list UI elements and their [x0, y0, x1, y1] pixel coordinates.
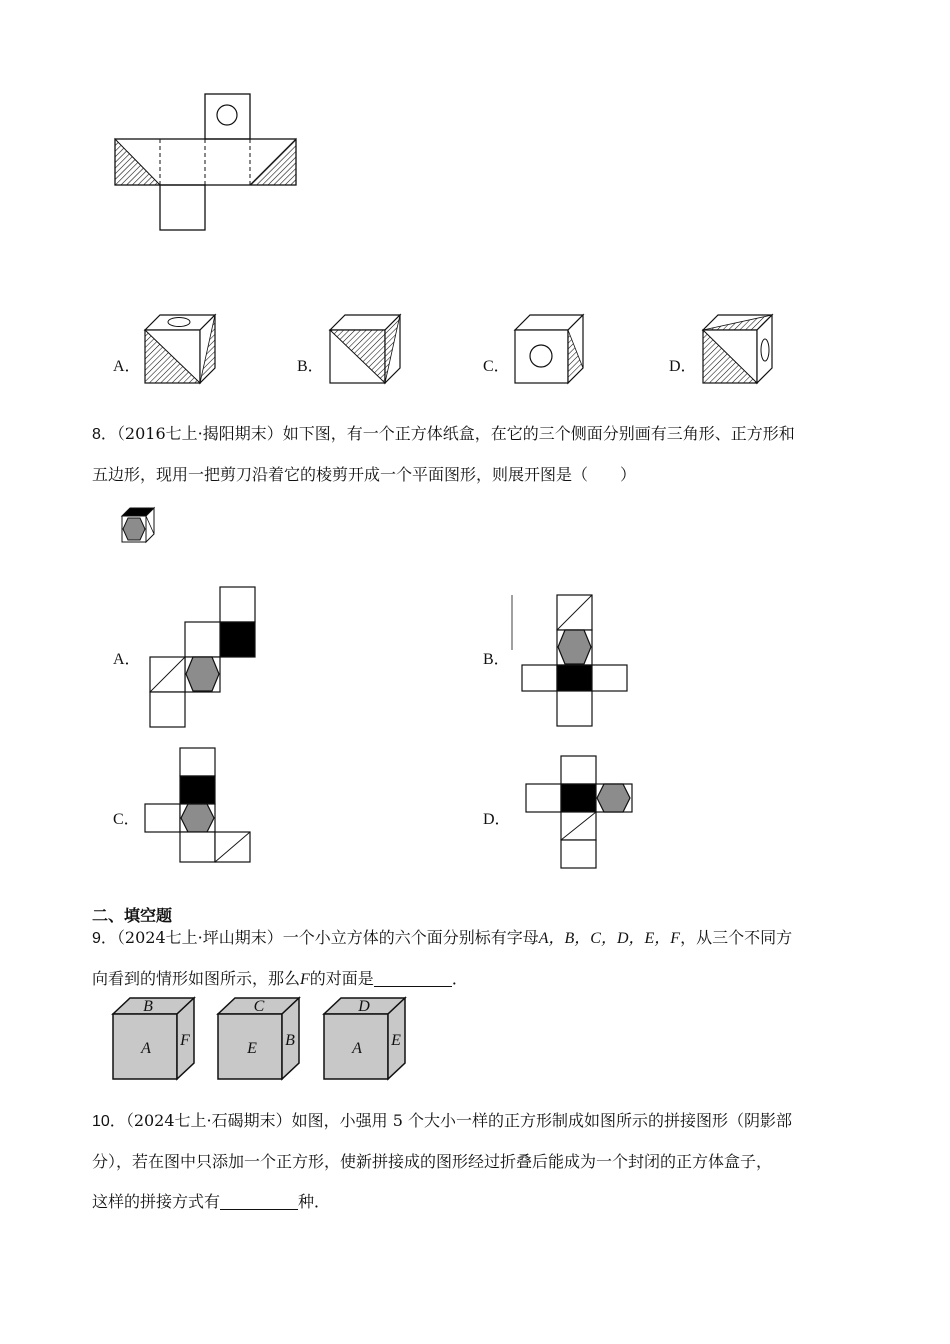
q8-source: （2016七上·揭阳期末） — [116, 424, 283, 443]
q9-cube-2-top: C — [253, 998, 265, 1015]
q7-net-figure — [0, 0, 950, 300]
q9-text-line2-b: 的对面是 — [309, 969, 374, 988]
q8-small-cube — [120, 505, 160, 545]
q10-text-line3-a: 这样的拼接方式有 — [92, 1192, 221, 1211]
q9-cubes-figure — [0, 990, 950, 1090]
q8-option-a-label: A． — [113, 651, 141, 668]
q9-cube-1-side: F — [180, 1032, 190, 1049]
q8-option-d-label: D． — [483, 811, 511, 828]
q7-cube-d — [703, 315, 772, 383]
q7-cube-b — [330, 315, 400, 383]
q9-cube-2-side: B — [285, 1032, 295, 1049]
q10-source: （2024七上·石碣期末） — [125, 1111, 292, 1130]
q7-cube-c — [515, 315, 583, 383]
q9-cube-3-top: D — [358, 998, 370, 1015]
q9-cube-2-front: E — [247, 1040, 257, 1057]
q10-answer-blank[interactable] — [220, 1191, 298, 1210]
q10-text-line2: 分），若在图中只添加一个正方形，使新拼接成的图形经过折叠后能成为一个封闭的正方体盒子， — [92, 1152, 773, 1171]
q9-cube-3-side: E — [391, 1032, 401, 1049]
q9-cube-1-top: B — [143, 998, 153, 1015]
q9-letters: A，B，C，D，E，F — [538, 930, 681, 947]
q9-letter-f: F — [300, 971, 310, 988]
q8-net-d — [526, 756, 632, 868]
q9-answer-blank[interactable] — [374, 968, 452, 987]
q10-question — [92, 1101, 867, 1222]
q7-option-a-label: A． — [113, 358, 141, 375]
q10-text-line3-b: 种． — [298, 1192, 331, 1211]
q9-text-line2-end: ． — [451, 969, 468, 988]
q8-option-nets-lower — [0, 740, 950, 880]
q9-text-line2-a: 向看到的情形如图所示，那么 — [92, 969, 301, 988]
q7-option-cubes — [0, 300, 950, 400]
q8-text-line1: 如下图，有一个正方体纸盒，在它的三个侧面分别画有三角形、正方形和 — [282, 424, 795, 443]
q9-number: 9． — [92, 930, 117, 947]
q8-option-b-label: B． — [483, 651, 510, 668]
q9-text-line1-a: 一个小立方体的六个面分别标有字母 — [282, 928, 539, 947]
q9-text-line1-b: ，从三个不同方 — [680, 928, 793, 947]
q7-cube-a — [145, 315, 215, 383]
q9-source: （2024七上·坪山期末） — [116, 928, 283, 947]
q9-cube-1-front: A — [141, 1040, 151, 1057]
q8-net-b — [512, 595, 627, 726]
q8-text-line2: 五边形，现用一把剪刀沿着它的棱剪开成一个平面图形，则展开图是（ ） — [92, 465, 637, 484]
q10-text-line1: 如图，小强用 5 个大小一样的正方形制成如图所示的拼接图形（阴影部 — [291, 1111, 792, 1130]
q7-option-d-label: D． — [669, 358, 697, 375]
q9-cube-3-front: A — [352, 1040, 362, 1057]
q8-net-a — [150, 587, 255, 727]
q8-option-c-label: C． — [113, 811, 140, 828]
section-title: 二、填空题 — [92, 906, 173, 925]
q7-option-c-label: C． — [483, 358, 510, 375]
q8-number: 8． — [92, 426, 117, 443]
q9-question — [92, 918, 862, 1000]
q7-option-b-label: B． — [297, 358, 324, 375]
q8-net-c — [145, 748, 250, 862]
q8-question — [92, 414, 862, 495]
q10-number: 10． — [92, 1113, 126, 1130]
